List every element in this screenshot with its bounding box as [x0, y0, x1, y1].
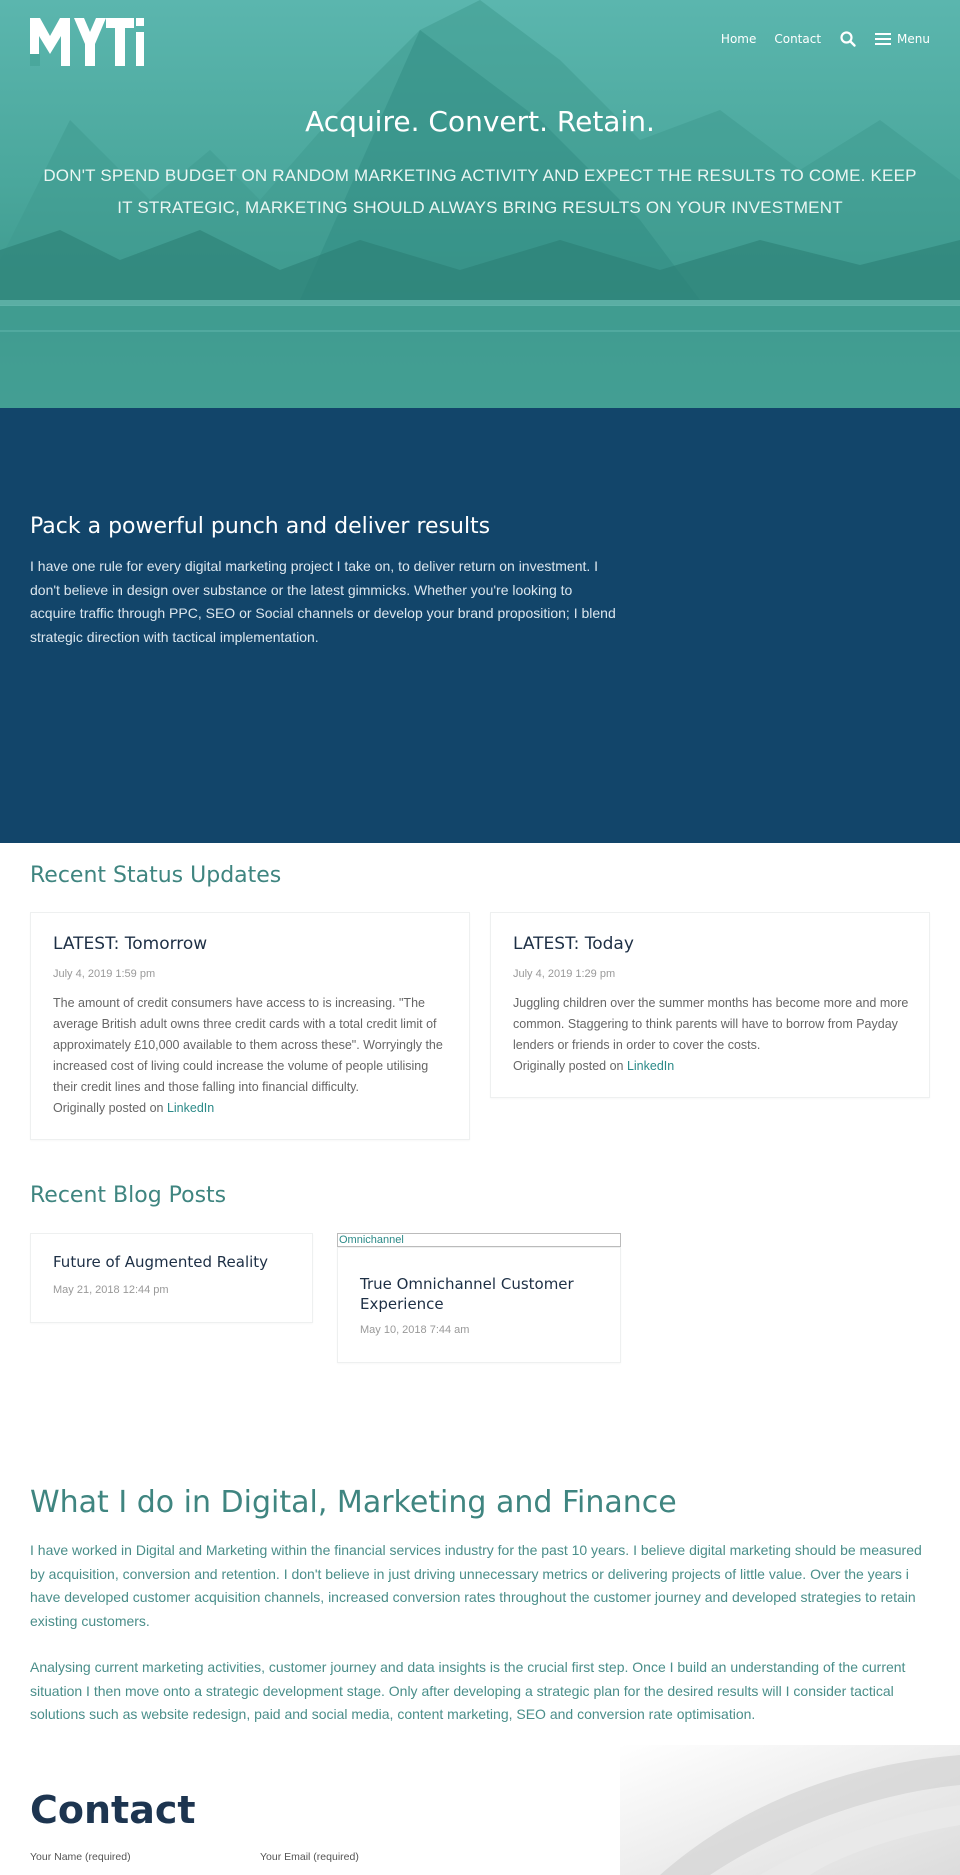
blog-card	[337, 1247, 621, 1363]
menu-label: Menu	[897, 32, 930, 46]
blog-post-title[interactable]: Future of Augmented Reality	[53, 1253, 269, 1271]
blog-post-title[interactable]: True Omnichannel Customer Experience	[360, 1275, 574, 1313]
blog-image-placeholder[interactable]: Omnichannel	[337, 1233, 621, 1247]
blog-section-title: Recent Blog Posts	[30, 1183, 227, 1208]
intro-body: I have one rule for every digital marketing project I take on, to deliver return on investment. I don't believe in design over substance or the latest gimmicks. Whether you're looking to acquire traffic through PPC, SEO or Social channels or develop your brand proposition; I blend strategic direction with tactical implementation.	[30, 558, 616, 645]
linkedin-link[interactable]: LinkedIn	[166, 1101, 215, 1115]
status-body	[513, 993, 909, 1077]
blog-card	[30, 1233, 313, 1323]
services-paragraph: I have worked in Digital and Marketing within the financial services industry for the past 10 years. I believe digital marketing should be measured by acquisition, conversion and retention. I don't believe in just driving unnecessary metrics or delivering projects of little value. Over the years i have developed customer acquisition channels, increased conversion rates throughout the customer journey and developed strategies to retain existing customers.	[30, 1542, 922, 1629]
intro-section	[0, 408, 960, 843]
nav-home-link[interactable]: Home	[720, 32, 757, 46]
hero-title: Acquire. Convert. Retain.	[305, 105, 655, 138]
services-paragraph: Analysing current marketing activities, customer journey and data insights is the crucial first step. Once I build an understanding of the current situation I then move onto a strategic development stage. Only after developing a strategic plan for the desired results will I consider tactical solutions such as website redesign, paid and social media, content marketing, SEO and conversion rate optimisation.	[30, 1659, 906, 1722]
search-icon[interactable]	[839, 30, 857, 48]
menu-button[interactable]	[875, 32, 930, 46]
email-field-label: Your Email (required)	[260, 1851, 359, 1863]
services-title: What I do in Digital, Marketing and Finance	[30, 1485, 677, 1520]
status-body	[53, 993, 449, 1119]
linkedin-link[interactable]: LinkedIn	[626, 1059, 675, 1073]
myti-logo[interactable]	[30, 18, 144, 66]
status-title[interactable]: LATEST: Today	[513, 934, 634, 954]
status-card	[490, 912, 930, 1098]
status-card	[30, 912, 470, 1140]
blog-post-date: May 10, 2018 7:44 am	[360, 1324, 470, 1336]
contact-decoration	[620, 1745, 960, 1875]
status-date: July 4, 2019 1:29 pm	[513, 968, 616, 980]
status-text: Juggling children over the summer months has become more and more common. Staggering to think parents will have to borrow from Payday lenders or friends in order to cover the costs.	[513, 996, 909, 1052]
hero-subtitle: DON'T SPEND BUDGET ON RANDOM MARKETING ACTIVITY AND EXPECT THE RESULTS TO COME. KEEP IT STRATEGIC, MARKETING SHOULD ALWAYS BRING RESULTS ON YOUR INVESTMENT	[43, 166, 917, 217]
status-section-title: Recent Status Updates	[30, 863, 282, 888]
posted-on-label: Originally posted on	[513, 1059, 627, 1073]
status-title[interactable]: LATEST: Tomorrow	[53, 934, 208, 954]
hero-banner	[0, 0, 960, 408]
top-navigation	[721, 30, 930, 48]
intro-title: Pack a powerful punch and deliver results	[30, 514, 491, 539]
posted-on-label: Originally posted on	[53, 1101, 167, 1115]
name-field-label: Your Name (required)	[30, 1851, 131, 1863]
status-text: The amount of credit consumers have access to is increasing. "The average British adult owns three credit cards with a total credit limit of approximately £10,000 available to them across these". Worryingly the increased cost of living could increase the volume of people utilising their credit lines and those falling into financial difficulty.	[53, 996, 443, 1094]
hamburger-icon	[875, 33, 891, 45]
contact-title: Contact	[30, 1788, 196, 1832]
status-date: July 4, 2019 1:59 pm	[53, 968, 156, 980]
blog-post-date: May 21, 2018 12:44 pm	[53, 1284, 169, 1296]
nav-contact-link[interactable]: Contact	[774, 32, 822, 46]
